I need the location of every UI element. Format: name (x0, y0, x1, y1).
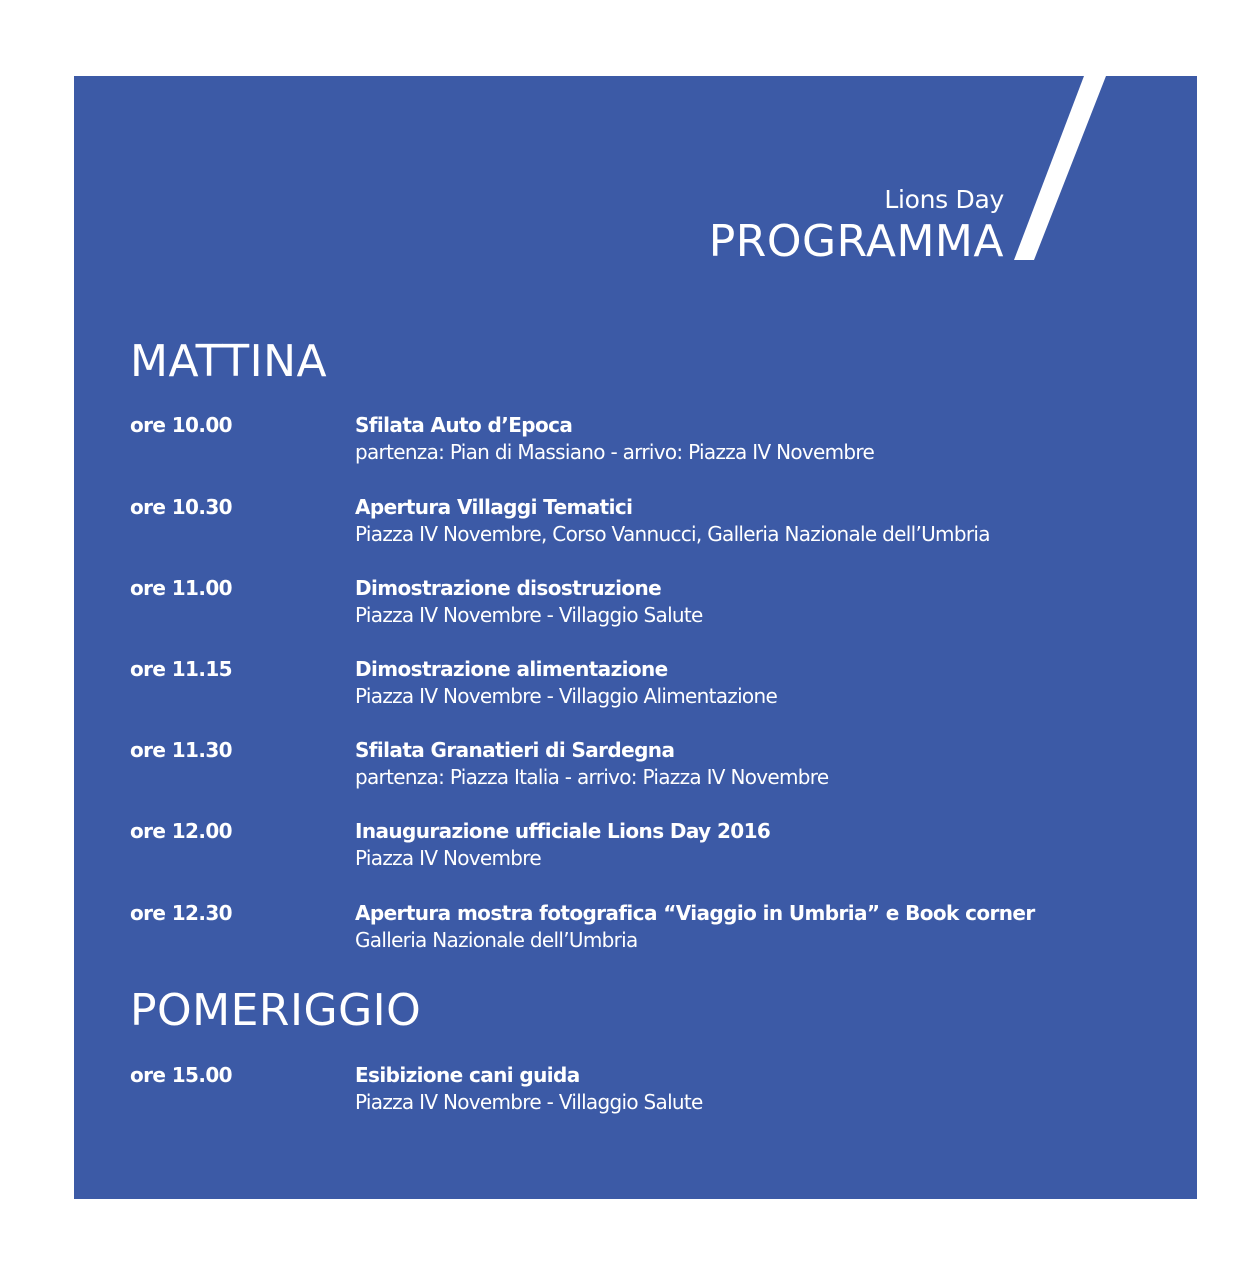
event-item (130, 818, 1130, 878)
event-title: Esibizione cani guida (355, 1063, 580, 1087)
event-title: Inaugurazione ufficiale Lions Day 2016 (355, 819, 771, 843)
event-time: ore 10.00 (130, 413, 232, 437)
event-item (130, 1062, 1130, 1122)
event-item (130, 656, 1130, 716)
event-title: Sfilata Auto d’Epoca (355, 413, 573, 437)
event-item (130, 412, 1130, 472)
event-location: Galleria Nazionale dell’Umbria (355, 928, 638, 952)
event-title: Dimostrazione alimentazione (355, 657, 668, 681)
event-item (130, 737, 1130, 797)
section-heading-afternoon: POMERIGGIO (130, 985, 422, 1036)
event-location: partenza: Pian di Massiano - arrivo: Piazza IV Novembre (355, 440, 875, 464)
section-heading-morning: MATTINA (130, 336, 328, 387)
event-time: ore 15.00 (130, 1063, 232, 1087)
event-location: Piazza IV Novembre, Corso Vannucci, Galleria Nazionale dell’Umbria (355, 522, 990, 546)
event-location: partenza: Piazza Italia - arrivo: Piazza IV Novembre (355, 765, 829, 789)
event-time: ore 11.30 (130, 738, 232, 762)
header-title: PROGRAMMA (708, 216, 1004, 267)
event-time: ore 12.00 (130, 819, 232, 843)
event-item (130, 575, 1130, 635)
event-title: Apertura Villaggi Tematici (355, 495, 633, 519)
event-title: Sfilata Granatieri di Sardegna (355, 738, 675, 762)
event-time: ore 11.00 (130, 576, 232, 600)
event-location: Piazza IV Novembre (355, 846, 541, 870)
event-title: Dimostrazione disostruzione (355, 576, 662, 600)
header-subtitle: Lions Day (884, 185, 1004, 214)
event-item (130, 900, 1130, 960)
event-time: ore 12.30 (130, 901, 232, 925)
event-time: ore 11.15 (130, 657, 232, 681)
event-item (130, 494, 1130, 554)
event-location: Piazza IV Novembre - Villaggio Salute (355, 603, 703, 627)
slash-decoration (1014, 76, 1106, 260)
event-location: Piazza IV Novembre - Villaggio Alimentazione (355, 684, 778, 708)
event-title: Apertura mostra fotografica “Viaggio in Umbria” e Book corner (355, 901, 1035, 925)
event-time: ore 10.30 (130, 495, 232, 519)
event-location: Piazza IV Novembre - Villaggio Salute (355, 1090, 703, 1114)
